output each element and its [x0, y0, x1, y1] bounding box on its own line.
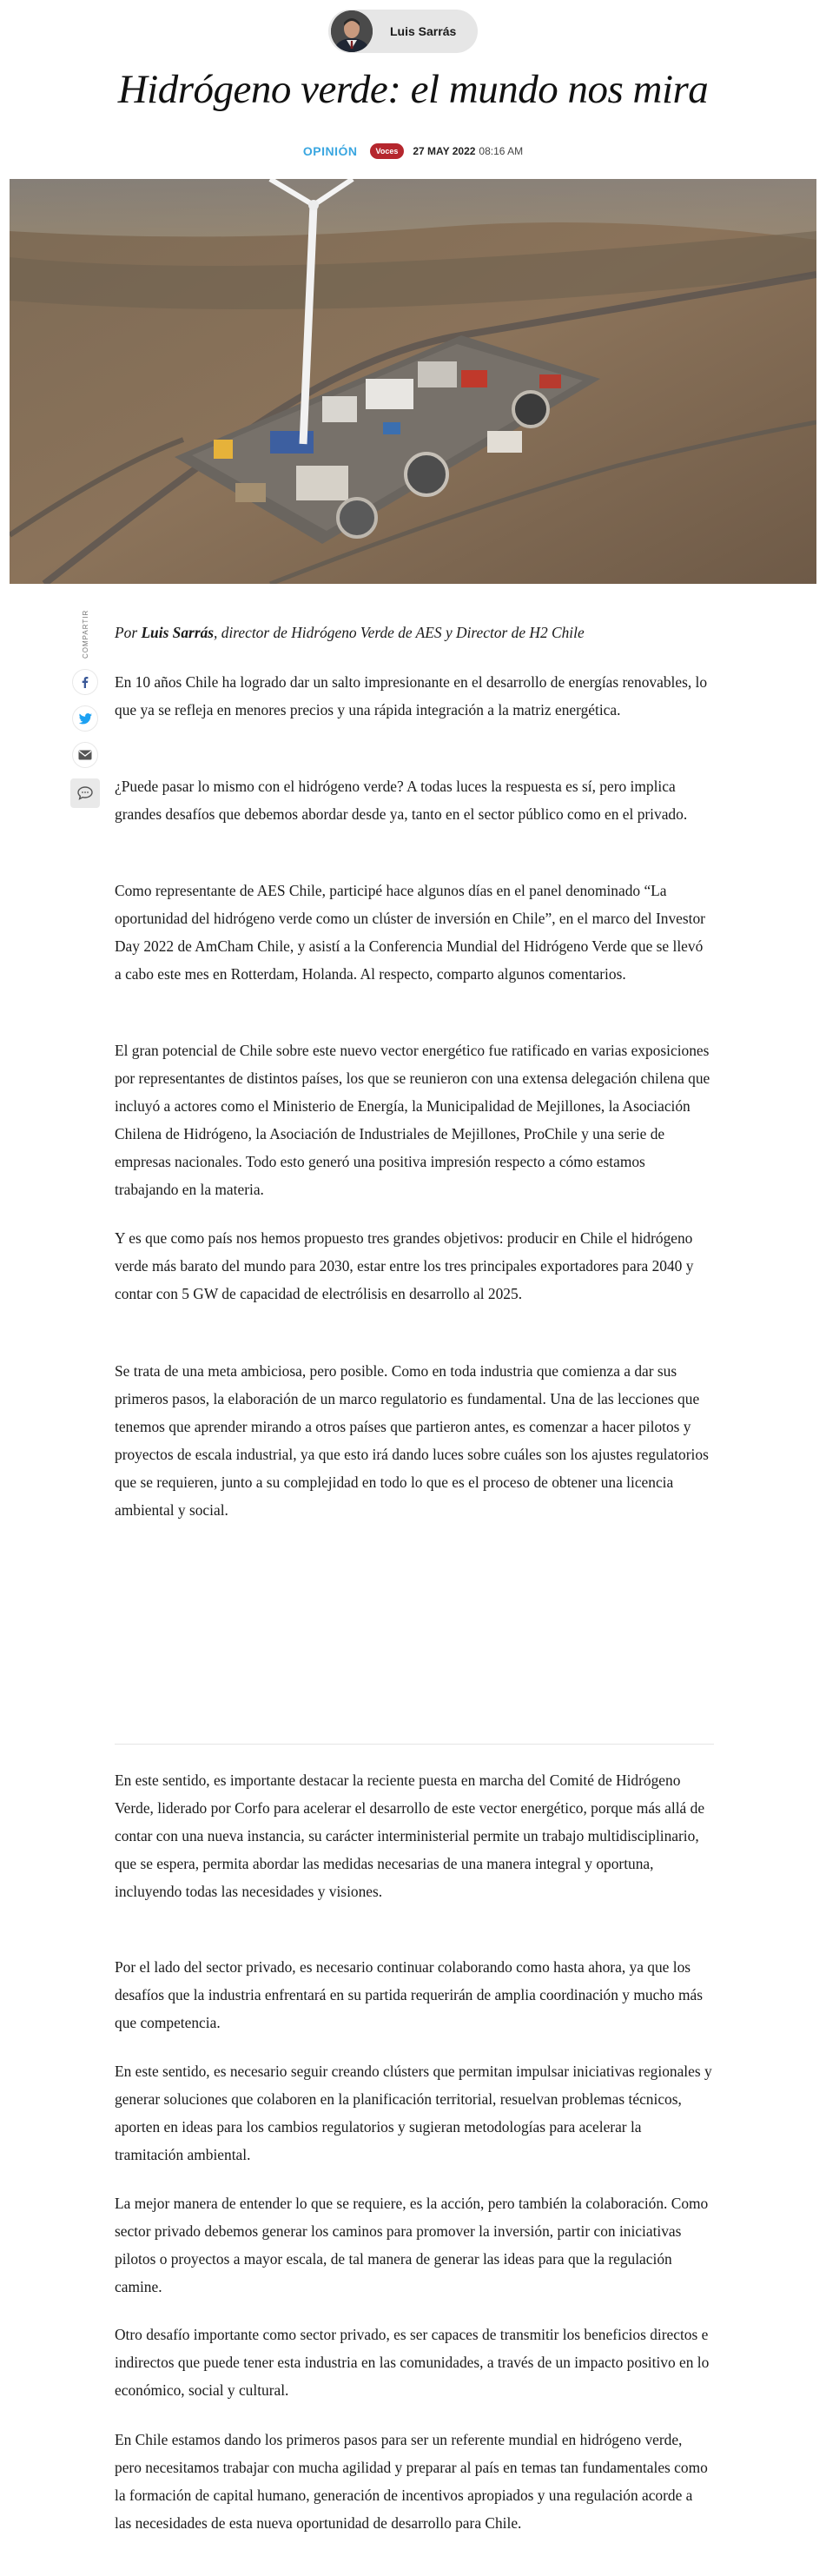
article-meta: [0, 143, 826, 159]
article-paragraph: Y es que como país nos hemos propuesto tres grandes objetivos: producir en Chile el hidrógeno verde más barato del mundo para 2030, estar entre los tres principales exportadores para 2040 y contar con 5 GW de capacidad de electrólisis en desarrollo al 2025.: [115, 1229, 694, 1302]
comment-icon: [77, 786, 93, 800]
section-link[interactable]: OPINIÓN: [302, 144, 358, 158]
article-paragraph: La mejor manera de entender lo que se requiere, es la acción, pero también la colaboración. Como sector privado debemos generar los caminos para promover la inversión, partir con iniciativas pilotos o proyectos a mayor escala, de tal manera de generar las ideas para que la regulación camine.: [115, 2195, 709, 2295]
share-label: COMPARTIR: [81, 609, 89, 659]
article-paragraph: En este sentido, es necesario seguir creando clústers que permitan impulsar iniciativas regionales y generar soluciones que colaboren en la planificación territorial, resuelvan problemas técnicos, aporten en ideas para los cambios regulatorios y sugieran metodologías para acelerar la tramitación ambiental.: [115, 2063, 712, 2163]
avatar: [331, 10, 373, 52]
byline-suffix: , director de Hidrógeno Verde de AES y Director de H2 Chile: [214, 624, 585, 641]
author-pill[interactable]: [328, 10, 478, 53]
byline-author[interactable]: Luis Sarrás: [141, 624, 215, 641]
byline: [115, 619, 714, 646]
article-paragraph: ¿Puede pasar lo mismo con el hidrógeno verde? A todas luces la respuesta es sí, pero implica grandes desafíos que debemos abordar desde ya, tanto en el sector público como en el privado.: [115, 778, 688, 823]
article-paragraph: Como representante de AES Chile, participé hace algunos días en el panel denominado “La oportunidad del hidrógeno verde como un clúster de inversión en Chile”, en el marco del Investor Day 2022 de AmCham Chile, y asistí a la Conferencia Mundial del Hidrógeno Verde que se llevó a cabo este mes en Rotterdam, Holanda. Al respecto, comparto algunos comentarios.: [115, 882, 705, 983]
article-paragraph: El gran potencial de Chile sobre este nuevo vector energético fue ratificado en varias exposiciones por representantes de distintos países, los que se reunieron con una extensa delegación chilena que incluyó a actores como el Ministerio de Energía, la Municipalidad de Mejillones, la Asociación Chilena de Hidrógeno, la Asociación de Industriales de Mejillones, ProChile y una serie de empresas nacionales. Todo esto generó una positiva impresión respecto a cómo estamos trabajando en la materia.: [115, 1042, 710, 1198]
comments-button[interactable]: [70, 778, 100, 808]
article-paragraph: Otro desafío importante como sector privado, es ser capaces de transmitir los beneficios directos e indirectos que puede tener esta industria en las comunidades, a través de un impacto positivo en lo económico, social y cultural.: [115, 2326, 710, 2399]
byline-prefix: Por: [115, 624, 142, 641]
publish-date: 27 MAY 2022: [413, 145, 476, 157]
email-share-button[interactable]: [72, 742, 98, 768]
twitter-share-button[interactable]: [72, 705, 98, 732]
article-paragraph: En Chile estamos dando los primeros pasos para ser un referente mundial en hidrógeno verde, pero necesitamos trabajar con mucha agilidad y preparar al país en temas tan fundamentales como la formación de capital humano, generación de incentivos apropiados y una regulación acorde a las necesidades de esta nueva oportunidad de desarrollo para Chile.: [115, 2431, 708, 2532]
email-icon: [78, 750, 92, 760]
headline: Hidrógeno verde: el mundo nos mira: [117, 67, 709, 112]
facebook-share-button[interactable]: [72, 669, 98, 695]
voces-badge[interactable]: Voces: [370, 143, 405, 159]
ad-separator: [115, 1744, 714, 1745]
article-paragraph: En 10 años Chile ha logrado dar un salto impresionante en el desarrollo de energías renovables, lo que ya se refleja en menores precios y una rápida integración a la matriz energética.: [115, 673, 708, 718]
article-paragraph: En este sentido, es importante destacar la reciente puesta en marcha del Comité de Hidrógeno Verde, liderado por Corfo para acelerar el desarrollo de este vector energético, porque más allá de contar con una nueva instancia, su carácter interministerial permite un trabajo multidisciplinario, que se espera, permita abordar las medidas necesarias de una manera integral y oportuna, incluyendo todas las necesidades y visiones.: [115, 1771, 705, 1900]
author-name: Luis Sarrás: [390, 24, 457, 38]
article-paragraph: Se trata de una meta ambiciosa, pero posible. Como en toda industria que comienza a dar sus primeros pasos, la elaboración de un marco regulatorio es fundamental. Una de las lecciones que tenemos que aprender mirando a otros países que partieron antes, es comenzar a hacer pilotos y proyectos de escala industrial, ya que esto irá dando luces sobre cuáles son los ajustes regulatorios que se requieren, junto a su complejidad en todo lo que es el proceso de obtener una licencia ambiental y social.: [115, 1362, 709, 1519]
share-bar: [71, 610, 99, 808]
facebook-icon: [79, 676, 91, 688]
twitter-icon: [79, 713, 92, 725]
article-paragraph: Por el lado del sector privado, es necesario continuar colaborando como hasta ahora, ya que los desafíos que la industria enfrentará en su partida requerirán de amplia coordinación y mucho más que competencia.: [115, 1958, 704, 2031]
publish-time: 08:16 AM: [479, 145, 524, 157]
hero-image: [10, 179, 816, 584]
